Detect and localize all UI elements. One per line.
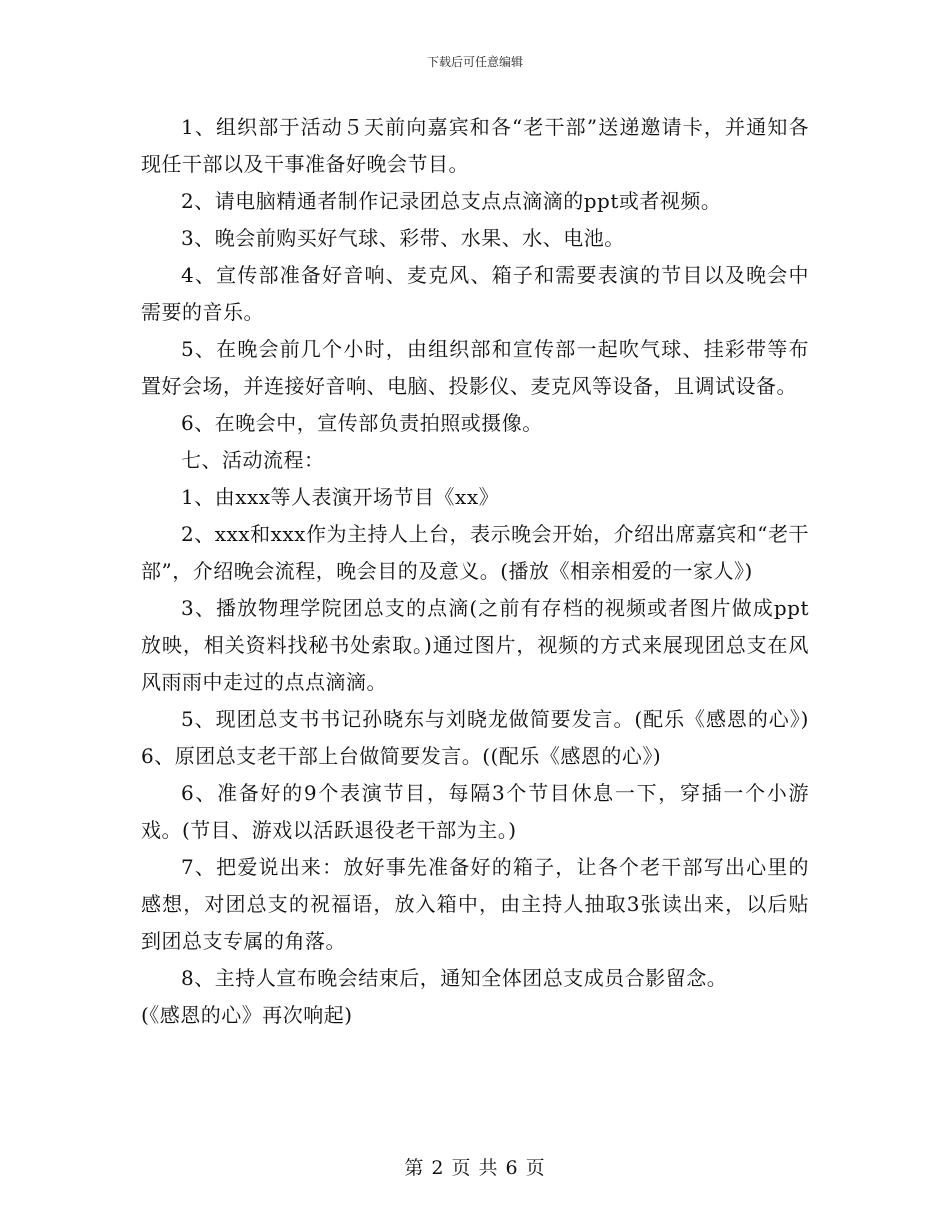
paragraph-prep-2: 2、请电脑精通者制作记录团总支点点滴滴的ppt或者视频。 — [181, 189, 722, 213]
closing-line: (《感恩的心》再次响起) — [141, 1003, 353, 1027]
header-note: 下载后可任意编辑 — [426, 55, 523, 69]
paragraph-flow-8: 8、主持人宣布晚会结束后，通知全体团总支成员合影留念。 — [181, 966, 728, 990]
paragraph-flow-5: 5、现团总支书书记孙晓东与刘晓龙做简要发言。(配乐《感恩的心》) 6、原团总支老干部上台做简要发言。((配乐《感恩的心》) — [141, 707, 809, 768]
paragraph-flow-7: 7、把爱说出来：放好事先准备好的箱子，让各个老干部写出心里的感想，对团总支的祝福语，放入箱中，由主持人抽取3张读出来，以后贴到团总支专属的角落。 — [141, 855, 809, 953]
paragraph-prep-1: 1、组织部于活动５天前向嘉宾和各“老干部”送递邀请卡，并通知各现任干部以及干事准备好晚会节目。 — [141, 115, 809, 176]
paragraph-prep-3: 3、晚会前购买好气球、彩带、水果、水、电池。 — [181, 226, 625, 250]
document-body — [141, 109, 809, 1034]
paragraph-prep-5: 5、在晚会前几个小时，由组织部和宣传部一起吹气球、挂彩带等布置好会场，并连接好音响、电脑、投影仪、麦克风等设备，且调试设备。 — [141, 337, 809, 398]
paragraph-prep-6: 6、在晚会中，宣传部负责拍照或摄像。 — [181, 411, 543, 435]
paragraph-prep-4: 4、宣传部准备好音响、麦克风、箱子和需要表演的节目以及晚会中需要的音乐。 — [141, 263, 809, 324]
page-footer: 第 2 页 共 6 页 — [404, 1157, 546, 1179]
paragraph-flow-6: 6、准备好的9个表演节目，每隔3个节目休息一下，穿插一个小游戏。(节目、游戏以活跃退役老干部为主。) — [141, 781, 809, 842]
paragraph-flow-1: 1、由xxx等人表演开场节目《xx》 — [181, 485, 500, 509]
section-heading-activity-flow: 七、活动流程： — [181, 448, 325, 472]
paragraph-flow-3: 3、播放物理学院团总支的点滴(之前有存档的视频或者图片做成ppt放映，相关资料找秘书处索取。)通过图片，视频的方式来展现团总支在风风雨雨中走过的点点滴滴。 — [141, 596, 809, 694]
paragraph-flow-2: 2、xxx和xxx作为主持人上台，表示晚会开始，介绍出席嘉宾和“老干部”，介绍晚会流程，晚会目的及意义。(播放《相亲相爱的一家人》) — [141, 522, 809, 583]
